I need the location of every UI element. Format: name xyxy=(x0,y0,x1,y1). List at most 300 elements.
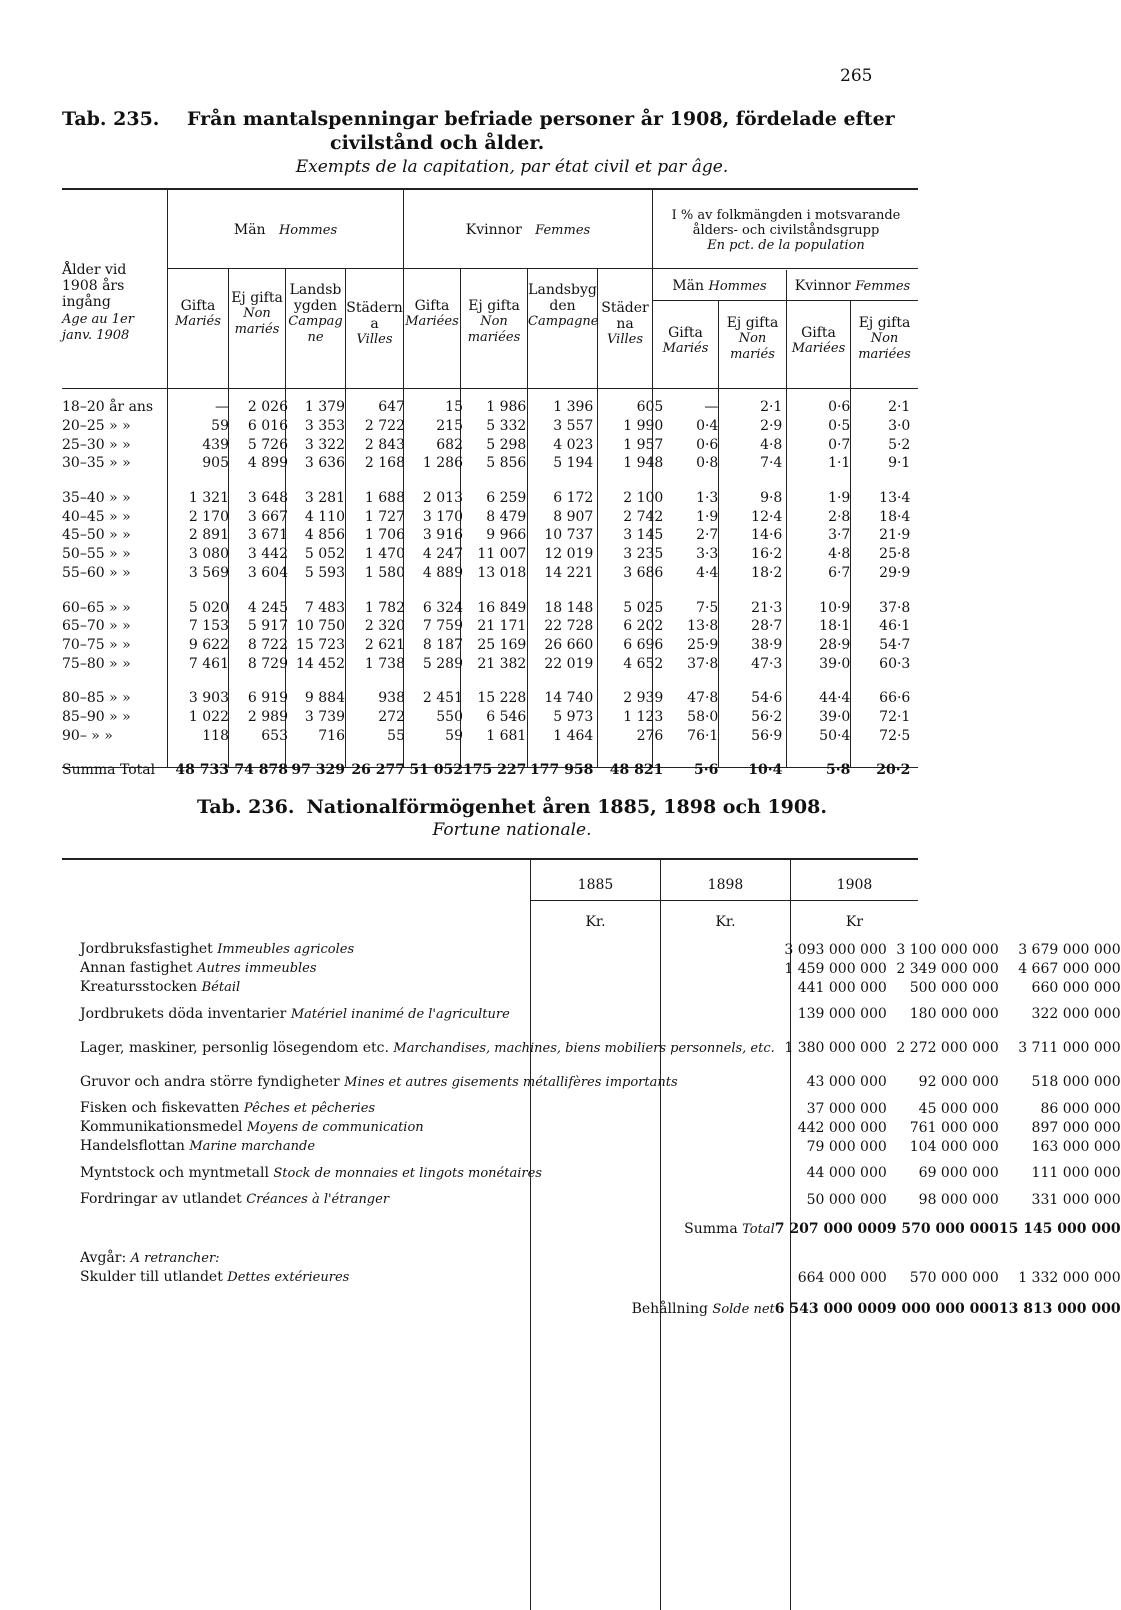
table-cell: 50 000 000 xyxy=(806,1191,887,1208)
header-landsbygden-fr: Campagne xyxy=(288,314,343,345)
table-cell: 1 380 000 000 xyxy=(784,1040,887,1056)
table-cell: 6 546 xyxy=(486,708,527,725)
table-cell: 29·9 xyxy=(879,564,911,581)
table-cell: 7 207 000 000 xyxy=(774,1221,887,1237)
label-fr: A retrancher: xyxy=(130,1251,220,1266)
header-staderna-f xyxy=(598,300,652,348)
table-cell: 1 957 xyxy=(623,436,664,453)
header-ej-gifta-fr: Non mariées xyxy=(858,331,911,362)
table-cell: 13 018 xyxy=(477,564,527,581)
table-cell: 0·6 xyxy=(696,436,719,453)
table-row-avgar xyxy=(80,1249,1121,1268)
row-spacer xyxy=(62,582,974,598)
table-235-title-fr: Exempts de la capitation, par état civil et par âge. xyxy=(295,157,729,177)
table-cell: 3 281 xyxy=(304,490,345,507)
table-row xyxy=(62,545,974,564)
subheader-rule xyxy=(653,300,918,301)
table-cell: 14 221 xyxy=(544,564,594,581)
label-fr: Solde net xyxy=(712,1301,775,1317)
table-236-number: Tab. 236. xyxy=(197,796,295,818)
table-cell: 6 016 xyxy=(247,418,288,435)
table-cell: 3 569 xyxy=(188,564,229,581)
row-label: 18–20 år ans xyxy=(62,399,154,416)
table-cell: 6 543 000 000 xyxy=(774,1301,887,1317)
table-row xyxy=(80,1190,1121,1209)
row-label xyxy=(80,1249,775,1268)
table-row xyxy=(62,636,974,655)
table-cell: 3 739 xyxy=(304,708,345,725)
table-cell: 25·8 xyxy=(879,546,911,563)
header-ej-gifta-fr: Non mariés xyxy=(730,331,775,362)
table-cell: 682 xyxy=(436,436,463,453)
table-cell: 1 681 xyxy=(486,727,527,744)
table-cell: 3 636 xyxy=(304,455,345,472)
table-cell: 1 332 000 000 xyxy=(1018,1269,1121,1286)
table-cell: 2 843 xyxy=(364,436,405,453)
table-row xyxy=(80,1065,1121,1099)
table-cell: 86 000 000 xyxy=(1040,1100,1121,1117)
table-cell: 8 729 xyxy=(247,655,288,672)
label-fr: Immeubles agricoles xyxy=(217,942,355,957)
table-cell: 500 000 000 xyxy=(909,979,999,996)
label-sv: Kreatursstocken xyxy=(80,979,198,995)
table-cell: 37·8 xyxy=(879,599,911,616)
row-label xyxy=(80,1268,775,1287)
table-cell: 1 379 xyxy=(304,399,345,416)
table-cell: 1 022 xyxy=(188,708,229,725)
table-cell: 0·8 xyxy=(696,455,719,472)
table-row xyxy=(62,708,974,727)
table-cell: 3 711 000 000 xyxy=(1018,1040,1121,1056)
table-cell: 3 170 xyxy=(422,508,463,525)
table-row xyxy=(62,435,974,454)
table-cell: 8 479 xyxy=(486,508,527,525)
table-cell: 59 xyxy=(211,418,229,435)
table-cell: 4 110 xyxy=(304,508,345,525)
table-cell: 9·1 xyxy=(888,455,911,472)
header-age-sv: Ålder vid 1908 års ingång xyxy=(62,262,127,310)
row-label: 70–75 » » xyxy=(62,636,131,653)
table-cell: 16 849 xyxy=(477,599,527,616)
table-cell: 16·2 xyxy=(751,546,783,563)
header-staderna-fr: Villes xyxy=(356,332,393,347)
table-cell: 4 652 xyxy=(623,655,664,672)
label-fr: Pêches et pêcheries xyxy=(243,1101,376,1116)
table-row xyxy=(62,617,974,636)
table-cell: 26 277 xyxy=(351,762,405,779)
table-row xyxy=(62,398,974,417)
table-cell: 18·2 xyxy=(751,564,783,581)
table-cell: 1 986 xyxy=(486,399,527,416)
year-1898: 1898 xyxy=(707,877,744,893)
header-pct xyxy=(654,208,918,253)
header-gifta-label: Gifta xyxy=(801,325,836,341)
table-cell: 139 000 000 xyxy=(797,1006,887,1022)
table-235-title: Från mantalspenningar befriade personer år 1908, fördelade efter xyxy=(187,108,895,130)
label-sv: Annan fastighet xyxy=(80,960,193,976)
table-cell: 21·9 xyxy=(879,527,911,544)
table-cell: 1 459 000 000 xyxy=(784,960,887,977)
row-label xyxy=(80,1156,775,1190)
table-row xyxy=(80,1031,1121,1065)
row-label xyxy=(80,1118,775,1137)
table-cell: 15 xyxy=(445,399,463,416)
table-cell: 13·8 xyxy=(687,618,719,635)
header-ej-gifta-fr: Non mariés xyxy=(234,306,280,337)
table-cell: 1 464 xyxy=(553,727,594,744)
header-staderna-m xyxy=(346,300,403,348)
table-cell: 28·9 xyxy=(819,636,851,653)
label-sv: Fordringar av utlandet xyxy=(80,1191,242,1207)
table-cell: 7 483 xyxy=(304,599,345,616)
table-cell: 9 622 xyxy=(188,636,229,653)
table-row xyxy=(80,1118,1121,1137)
table-cell: 3 903 xyxy=(188,690,229,707)
header-ej-gifta-label: Ej gifta xyxy=(468,298,520,314)
table-cell: 5 593 xyxy=(304,564,345,581)
label-fr: Bétail xyxy=(201,980,241,995)
row-spacer xyxy=(62,673,974,689)
table-cell: 1 580 xyxy=(364,564,405,581)
table-cell: 6 202 xyxy=(623,618,664,635)
table-235-top-rule xyxy=(62,188,918,190)
table-cell: 20·2 xyxy=(876,762,911,779)
table-cell: 76·1 xyxy=(687,727,719,744)
label-sv: Avgår: xyxy=(80,1250,127,1266)
row-label: 85–90 » » xyxy=(62,708,131,725)
header-staderna-label: Städerna xyxy=(601,300,649,332)
label-sv: Jordbruksfastighet xyxy=(80,941,213,957)
table-row xyxy=(80,959,1121,978)
table-cell: 14 452 xyxy=(296,655,345,672)
table-row xyxy=(80,940,1121,959)
table-cell: 1·9 xyxy=(696,508,719,525)
table-cell: 605 xyxy=(636,399,664,416)
table-cell: 3 679 000 000 xyxy=(1018,941,1121,958)
table-cell: 5 020 xyxy=(188,599,229,616)
header-age-fr: Age au 1er janv. 1908 xyxy=(62,312,134,343)
header-landsbygden-fr: Campagne xyxy=(528,314,599,329)
table-236-heading xyxy=(0,796,1024,818)
table-cell: 3·7 xyxy=(828,527,851,544)
table-cell: 5 289 xyxy=(422,655,463,672)
table-cell: 2 100 xyxy=(623,490,664,507)
table-cell: 2 170 xyxy=(188,508,229,525)
table-cell: 9 966 xyxy=(486,527,527,544)
table-cell: 51 052 xyxy=(409,762,463,779)
table-cell: 18·4 xyxy=(879,508,911,525)
table-cell: 2 742 xyxy=(623,508,664,525)
table-cell: 276 xyxy=(636,727,664,744)
header-age xyxy=(62,262,162,344)
table-cell: 55 xyxy=(387,727,405,744)
header-pct-women xyxy=(787,278,918,295)
table-cell: 1 123 xyxy=(623,708,664,725)
row-label: 45–50 » » xyxy=(62,527,131,544)
row-spacer xyxy=(62,473,974,489)
table-cell: 272 xyxy=(378,708,405,725)
row-label xyxy=(80,940,775,959)
table-236-title-fr: Fortune nationale. xyxy=(432,820,592,840)
header-pct-sv: I % av folkmängden i motsvarande ålders- och civilståndsgrupp xyxy=(671,208,901,238)
table-cell: 4·4 xyxy=(696,564,719,581)
table-row xyxy=(62,564,974,583)
row-label xyxy=(80,1099,775,1118)
table-cell: 111 000 000 xyxy=(1031,1165,1121,1181)
table-cell: 98 000 000 xyxy=(918,1191,999,1208)
header-women xyxy=(404,222,652,239)
table-cell: — xyxy=(704,399,719,416)
subheader-rule xyxy=(168,268,652,269)
label-sv: Kommunikationsmedel xyxy=(80,1119,243,1135)
table-cell: 3·0 xyxy=(888,418,911,435)
table-cell: 47·8 xyxy=(687,690,719,707)
table-row xyxy=(80,1156,1121,1190)
table-cell: 3 916 xyxy=(422,527,463,544)
table-cell: 4 889 xyxy=(422,564,463,581)
row-label xyxy=(80,978,775,997)
table-cell: 2 272 000 000 xyxy=(896,1040,999,1056)
table-cell: 45 000 000 xyxy=(918,1100,999,1117)
table-cell: 938 xyxy=(378,690,405,707)
table-cell: 48 733 xyxy=(175,762,229,779)
header-pct-men-sv: Män xyxy=(672,278,705,294)
table-cell: 13·4 xyxy=(879,490,911,507)
header-gifta-fr: Mariées xyxy=(405,314,459,329)
label-fr: Mines et autres gisements métallifères importants xyxy=(344,1074,678,1090)
table-cell: 22 019 xyxy=(544,655,594,672)
table-row xyxy=(80,1099,1121,1118)
table-cell: — xyxy=(215,399,229,416)
label-fr: Matériel inanimé de l'agriculture xyxy=(290,1006,510,1022)
row-label: 40–45 » » xyxy=(62,508,131,525)
table-row xyxy=(62,689,974,708)
table-cell: 72·5 xyxy=(879,727,911,744)
table-cell: 5·6 xyxy=(693,762,719,779)
table-cell: 5 726 xyxy=(247,436,288,453)
table-cell: 897 000 000 xyxy=(1031,1119,1121,1136)
table-cell: 6 259 xyxy=(486,490,527,507)
table-cell: 2 168 xyxy=(364,455,405,472)
spacer-cell xyxy=(62,673,974,689)
label-sv: Handelsflottan xyxy=(80,1138,185,1154)
table-cell: 1 321 xyxy=(188,490,229,507)
table-cell: 761 000 000 xyxy=(909,1119,999,1136)
header-gifta-f xyxy=(404,298,460,330)
row-label xyxy=(80,1209,775,1249)
table-236-title: Nationalförmögenhet åren 1885, 1898 och 1908. xyxy=(306,796,827,818)
table-cell: 6 324 xyxy=(422,599,463,616)
table-cell: 442 000 000 xyxy=(797,1119,887,1136)
table-cell: 44·4 xyxy=(819,690,851,707)
table-cell: 3 080 xyxy=(188,546,229,563)
table-cell: 5 917 xyxy=(247,618,288,635)
header-gifta-label: Gifta xyxy=(668,325,703,341)
table-cell: 441 000 000 xyxy=(797,979,887,996)
table-cell: 664 000 000 xyxy=(797,1269,887,1286)
table-cell: 1 948 xyxy=(623,455,664,472)
table-cell: 6 172 xyxy=(553,490,594,507)
header-ej-gifta-label: Ej gifta xyxy=(858,315,911,331)
table-236-year-rule xyxy=(530,900,918,901)
label-sv: Skulder till utlandet xyxy=(80,1269,223,1285)
row-label xyxy=(80,1065,775,1099)
spacer-cell xyxy=(62,473,974,489)
table-cell: 13 813 000 000 xyxy=(998,1301,1121,1317)
table-cell: 54·7 xyxy=(879,636,911,653)
row-label: Summa Total xyxy=(62,762,156,779)
header-gifta-m xyxy=(168,298,228,330)
table-cell: 3 100 000 000 xyxy=(896,941,999,958)
table-cell: 56·2 xyxy=(751,708,783,725)
spacer-cell xyxy=(62,745,974,761)
table-cell: 44 000 000 xyxy=(806,1165,887,1181)
header-landsbygden-label: Landsbygden xyxy=(528,282,597,314)
table-cell: 180 000 000 xyxy=(909,1006,999,1022)
table-cell: 15 145 000 000 xyxy=(998,1221,1121,1237)
table-cell: 4 899 xyxy=(247,455,288,472)
table-cell: 58·0 xyxy=(687,708,719,725)
row-label: 25–30 » » xyxy=(62,436,131,453)
table-cell: 1 470 xyxy=(364,546,405,563)
table-cell: 2·1 xyxy=(760,399,783,416)
table-cell: 104 000 000 xyxy=(909,1138,999,1155)
table-cell: 4 856 xyxy=(304,527,345,544)
table-cell: 2 939 xyxy=(623,690,664,707)
table-cell: 4 247 xyxy=(422,546,463,563)
table-cell: 18·1 xyxy=(819,618,851,635)
table-cell: 21 382 xyxy=(477,655,527,672)
table-cell: 43 000 000 xyxy=(806,1074,887,1090)
table-cell: 2 722 xyxy=(364,418,405,435)
table-235-number: Tab. 235. xyxy=(62,108,160,130)
header-pct-gifta-f xyxy=(787,325,850,357)
table-cell xyxy=(887,1249,999,1268)
table-row xyxy=(62,726,974,745)
table-cell: 14 740 xyxy=(544,690,594,707)
table-cell: 5·8 xyxy=(825,762,851,779)
header-pct-ej-gifta-f xyxy=(851,315,918,363)
table-cell: 0·5 xyxy=(828,418,851,435)
spacer-cell xyxy=(62,582,974,598)
table-cell: 439 xyxy=(202,436,229,453)
header-pct-women-sv: Kvinnor xyxy=(794,278,851,294)
table-cell xyxy=(999,1249,1121,1268)
subheader-rule xyxy=(653,268,918,269)
table-row xyxy=(80,1137,1121,1156)
table-cell: 118 xyxy=(202,727,229,744)
table-cell: 3 093 000 000 xyxy=(784,941,887,958)
header-staderna-fr: Villes xyxy=(607,332,643,347)
table-cell: 322 000 000 xyxy=(1031,1006,1121,1022)
header-ej-gifta-fr: Non mariées xyxy=(467,314,521,345)
unit-1898: Kr. xyxy=(715,914,736,930)
header-landsbygden-m xyxy=(286,282,345,346)
label-fr: Marchandises, machines, biens mobiliers personnels, etc. xyxy=(393,1040,775,1056)
unit-1885: Kr. xyxy=(585,914,606,930)
table-cell: 1 396 xyxy=(553,399,594,416)
table-cell: 28·7 xyxy=(751,618,783,635)
unit-1908: Kr xyxy=(845,914,864,930)
header-pct-men xyxy=(653,278,786,295)
table-row xyxy=(80,997,1121,1031)
label-sv: Myntstock och myntmetall xyxy=(80,1164,269,1181)
table-cell: 9 000 000 000 xyxy=(886,1301,999,1317)
table-cell: 3 235 xyxy=(623,546,664,563)
header-gifta-fr: Mariés xyxy=(662,341,709,356)
header-pct-gifta-m xyxy=(653,325,718,357)
table-236-body xyxy=(80,940,1121,1331)
row-label: 55–60 » » xyxy=(62,564,131,581)
table-cell: 48 821 xyxy=(609,762,664,779)
table-cell: 9 884 xyxy=(304,690,345,707)
header-women-sv: Kvinnor xyxy=(465,222,522,238)
table-cell: 653 xyxy=(261,727,288,744)
table-cell: 175 227 xyxy=(463,762,527,779)
table-cell: 39·0 xyxy=(819,708,851,725)
row-label: 80–85 » » xyxy=(62,690,131,707)
label-sv: Fisken och fiskevatten xyxy=(80,1100,240,1116)
table-cell: 25 169 xyxy=(477,636,527,653)
page-number: 265 xyxy=(840,66,873,86)
table-cell: 2 989 xyxy=(247,708,288,725)
table-235-body xyxy=(62,398,974,780)
table-cell: 22 728 xyxy=(544,618,594,635)
row-label: 20–25 » » xyxy=(62,418,131,435)
table-cell: 10·4 xyxy=(748,762,783,779)
table-row xyxy=(62,654,974,673)
table-cell: 163 000 000 xyxy=(1031,1138,1121,1155)
table-cell: 1 990 xyxy=(623,418,664,435)
table-cell: 3 442 xyxy=(247,546,288,563)
header-pct-women-fr: Femmes xyxy=(855,279,911,294)
label-fr: Moyens de communication xyxy=(246,1120,424,1135)
header-pct-fr: En pct. de la population xyxy=(707,238,865,253)
table-cell: 46·1 xyxy=(879,618,911,635)
header-gifta-fr: Mariés xyxy=(175,314,221,329)
table-row-behallning xyxy=(80,1287,1121,1331)
table-cell: 2 349 000 000 xyxy=(896,960,999,977)
row-label xyxy=(80,959,775,978)
table-cell: 3 667 xyxy=(247,508,288,525)
table-cell: 8 187 xyxy=(422,636,463,653)
label-fr: Créances à l'étranger xyxy=(246,1192,390,1207)
table-cell: 5 194 xyxy=(553,455,594,472)
table-235-heading xyxy=(62,108,895,130)
table-cell: 1 286 xyxy=(422,455,463,472)
row-label: 30–35 » » xyxy=(62,455,131,472)
table-cell: 7·4 xyxy=(760,455,783,472)
table-cell: 3 353 xyxy=(304,418,345,435)
table-cell: 79 000 000 xyxy=(806,1138,887,1155)
table-cell: 4·8 xyxy=(760,436,783,453)
table-row xyxy=(62,598,974,617)
table-cell: 1·9 xyxy=(828,490,851,507)
label-fr: Stock de monnaies et lingots monétaires xyxy=(273,1165,542,1181)
table-cell: 8 907 xyxy=(553,508,594,525)
row-label: 75–80 » » xyxy=(62,655,131,672)
table-row-skulder xyxy=(80,1268,1121,1287)
table-cell: 7·5 xyxy=(696,599,719,616)
table-cell: 5·2 xyxy=(888,436,911,453)
row-label xyxy=(80,1137,775,1156)
label-fr: Total xyxy=(742,1221,775,1237)
table-row xyxy=(62,489,974,508)
header-men-sv: Män xyxy=(233,222,266,238)
table-cell: 8 722 xyxy=(247,636,288,653)
table-cell: 18 148 xyxy=(544,599,594,616)
row-label: 90– » » xyxy=(62,727,113,744)
